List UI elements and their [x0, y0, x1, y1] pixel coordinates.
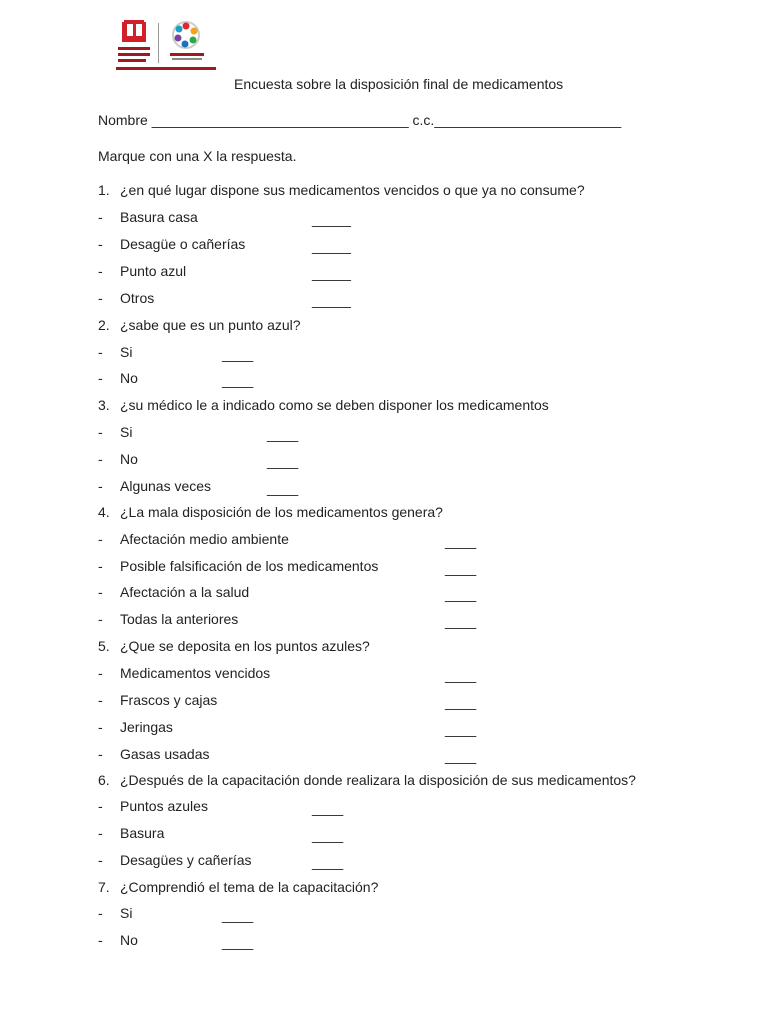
- option-dash: -: [98, 451, 103, 467]
- answer-option: [98, 825, 698, 843]
- question-number: 2.: [98, 317, 110, 333]
- option-dash: -: [98, 424, 103, 440]
- question-number: 1.: [98, 182, 110, 198]
- answer-option: [98, 451, 698, 469]
- answer-blank[interactable]: _____: [312, 238, 351, 254]
- option-label: Algunas veces: [120, 478, 212, 494]
- question-number: 5.: [98, 638, 110, 654]
- instructions: Marque con una X la respuesta.: [98, 148, 297, 164]
- question-3: [98, 397, 549, 415]
- question-text: ¿su médico le a indicado como se deben disponer los medicamentos: [120, 397, 549, 413]
- question-5: [98, 638, 370, 656]
- nombre-blank[interactable]: _________________________________: [151, 112, 409, 128]
- option-dash: -: [98, 665, 103, 681]
- cc-blank[interactable]: ________________________: [434, 112, 622, 128]
- option-label: Posible falsificación de los medicamentos: [120, 558, 379, 574]
- nombre-label: Nombre: [98, 112, 148, 128]
- option-label: Puntos azules: [120, 798, 208, 814]
- answer-option: [98, 263, 698, 281]
- question-text: ¿Comprendió el tema de la capacitación?: [120, 879, 379, 895]
- answer-blank[interactable]: ____: [445, 533, 477, 549]
- option-dash: -: [98, 932, 103, 948]
- question-number: 4.: [98, 504, 110, 520]
- answer-blank[interactable]: ____: [445, 613, 477, 629]
- option-dash: -: [98, 290, 103, 306]
- question-text: ¿Que se deposita en los puntos azules?: [120, 638, 370, 654]
- answer-option: [98, 905, 698, 923]
- option-dash: -: [98, 798, 103, 814]
- answer-blank[interactable]: ____: [312, 854, 344, 870]
- answer-blank[interactable]: _____: [312, 292, 351, 308]
- answer-blank[interactable]: ____: [445, 560, 477, 576]
- option-dash: -: [98, 852, 103, 868]
- answer-blank[interactable]: _____: [312, 211, 351, 227]
- answer-blank[interactable]: ____: [445, 748, 477, 764]
- question-text: ¿La mala disposición de los medicamentos genera?: [120, 504, 443, 520]
- answer-option: [98, 611, 698, 629]
- answer-option: [98, 290, 698, 308]
- option-label: Desagüe o cañerías: [120, 236, 246, 252]
- question-text: ¿sabe que es un punto azul?: [120, 317, 301, 333]
- option-label: Punto azul: [120, 263, 187, 279]
- question-number: 6.: [98, 772, 110, 788]
- question-text: ¿Después de la capacitación donde realizara la disposición de sus medicamentos?: [120, 772, 636, 788]
- option-label: Basura casa: [120, 209, 198, 225]
- question-text: ¿en qué lugar dispone sus medicamentos vencidos o que ya no consume?: [120, 182, 585, 198]
- answer-option: [98, 370, 698, 388]
- option-label: Afectación a la salud: [120, 584, 250, 600]
- option-dash: -: [98, 611, 103, 627]
- option-label: No: [120, 370, 138, 386]
- answer-option: [98, 584, 698, 602]
- answer-option: [98, 478, 698, 496]
- question-1: [98, 182, 585, 200]
- option-label: Jeringas: [120, 719, 173, 735]
- answer-option: [98, 558, 698, 576]
- answer-blank[interactable]: _____: [312, 265, 351, 281]
- answer-option: [98, 236, 698, 254]
- option-dash: -: [98, 209, 103, 225]
- answer-option: [98, 692, 698, 710]
- question-4: [98, 504, 443, 522]
- option-dash: -: [98, 370, 103, 386]
- option-dash: -: [98, 905, 103, 921]
- university-logo: [112, 17, 222, 76]
- option-dash: -: [98, 825, 103, 841]
- option-dash: -: [98, 478, 103, 494]
- option-dash: -: [98, 263, 103, 279]
- option-label: Otros: [120, 290, 155, 306]
- answer-option: [98, 209, 698, 227]
- option-label: Basura: [120, 825, 165, 841]
- answer-blank[interactable]: ____: [222, 372, 254, 388]
- cc-label: c.c.: [412, 112, 435, 128]
- question-6: [98, 772, 636, 790]
- answer-option: [98, 344, 698, 362]
- question-number: 3.: [98, 397, 110, 413]
- answer-option: [98, 852, 698, 870]
- answer-blank[interactable]: ____: [267, 453, 299, 469]
- answer-option: [98, 531, 698, 549]
- option-label: Si: [120, 905, 133, 921]
- option-label: No: [120, 451, 138, 467]
- answer-blank[interactable]: ____: [267, 480, 299, 496]
- answer-blank[interactable]: ____: [222, 934, 254, 950]
- option-label: Afectación medio ambiente: [120, 531, 289, 547]
- option-dash: -: [98, 344, 103, 360]
- question-7: [98, 879, 378, 897]
- option-dash: -: [98, 558, 103, 574]
- option-dash: -: [98, 719, 103, 735]
- option-label: Gasas usadas: [120, 746, 210, 762]
- answer-blank[interactable]: ____: [445, 586, 477, 602]
- option-label: Desagües y cañerías: [120, 852, 252, 868]
- option-dash: -: [98, 692, 103, 708]
- answer-blank[interactable]: ____: [445, 721, 477, 737]
- option-label: Frascos y cajas: [120, 692, 218, 708]
- option-dash: -: [98, 531, 103, 547]
- answer-blank[interactable]: ____: [445, 694, 477, 710]
- option-dash: -: [98, 584, 103, 600]
- answer-option: [98, 424, 698, 442]
- option-label: Si: [120, 424, 133, 440]
- option-dash: -: [98, 746, 103, 762]
- option-label: Si: [120, 344, 133, 360]
- option-label: Todas la anteriores: [120, 611, 239, 627]
- survey-title: Encuesta sobre la disposición final de medicamentos: [234, 76, 564, 92]
- answer-option: [98, 719, 698, 737]
- answer-option: [98, 798, 698, 816]
- question-2: [98, 317, 301, 335]
- option-label: No: [120, 932, 138, 948]
- answer-option: [98, 665, 698, 683]
- answer-blank[interactable]: ____: [312, 800, 344, 816]
- answer-blank[interactable]: ____: [445, 667, 477, 683]
- answer-option: [98, 932, 698, 950]
- answer-blank[interactable]: ____: [222, 907, 254, 923]
- answer-option: [98, 746, 698, 764]
- name-cc-line: [98, 112, 621, 128]
- question-number: 7.: [98, 879, 110, 895]
- option-label: Medicamentos vencidos: [120, 665, 271, 681]
- answer-blank[interactable]: ____: [222, 346, 254, 362]
- answer-blank[interactable]: ____: [312, 827, 344, 843]
- option-dash: -: [98, 236, 103, 252]
- answer-blank[interactable]: ____: [267, 426, 299, 442]
